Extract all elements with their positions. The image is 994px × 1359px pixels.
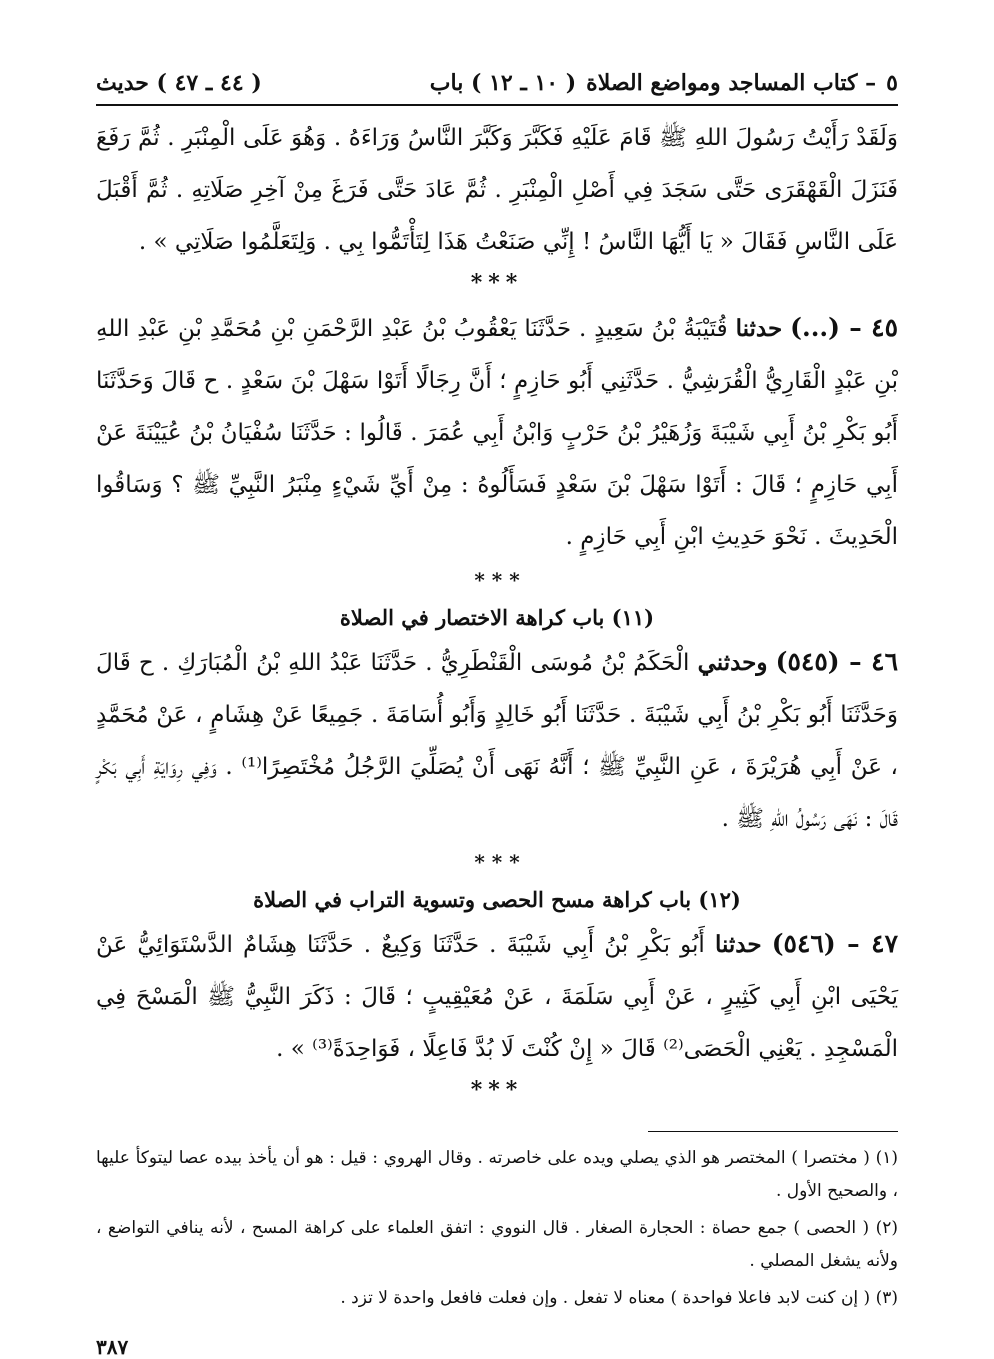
hadith-45 xyxy=(96,302,898,563)
hadith-46-number: ٤٦ – (٥٤٥) xyxy=(775,647,899,676)
chapter-11-heading: (١١) باب كراهة الاختصار في الصلاة xyxy=(339,605,655,630)
hadith-47-text: أَبُو بَكْرِ بْنُ أَبِي شَيْبَةَ . حَدَّثَنَا وَكِيعٌ . حَدَّثَنَا هِشَامٌ الدَّسْتَوَائِيُّ عَنْ يَحْيَى ابْنِ أَبِي كَثِيرٍ ، عَنْ أَبِي سَلَمَةَ ، عَنْ مُعَيْقِيبٍ ؛ قَالَ : ذَكَرَ النَّبِيُّ ﷺ الْمَسْحَ فِي الْمَسْجِدِ . يَعْنِي الْحَصَى⁽²⁾ قَالَ « إِنْ كُنْتَ لَا بُدَّ فَاعِلًا ، فَوَاحِدَةً⁽³⁾ » . xyxy=(96,932,898,1062)
page-number: ٣٨٧ xyxy=(96,1335,129,1359)
separator-stars: * * * xyxy=(474,568,520,592)
running-head xyxy=(96,70,898,106)
running-head-book xyxy=(430,70,898,96)
hadith-range: ( ٤٤ ـ ٤٧ ) حديث xyxy=(96,70,262,96)
hadith-45-number: ٤٥ – (...) xyxy=(790,313,898,342)
hadith-45-opening: حدثنا xyxy=(735,315,783,342)
hadith-46-text: الْحَكَمُ بْنُ مُوسَى الْقَنْطَرِيُّ . حَدَّثَنَا عَبْدُ اللهِ بْنُ الْمُبَارَكِ . ح قَالَ وَحَدَّثَنَا أَبُو بَكْرِ بْنُ أَبِي شَيْبَةَ . حَدَّثَنَا أَبُو خَالِدٍ وَأَبُو أُسَامَةَ . جَمِيعًا عَنْ هِشَامٍ ، عَنْ مُحَمَّدٍ ، عَنْ أَبِي هُرَيْرَةَ ، عَنِ النَّبِيِّ ﷺ ؛ أَنَّهُ نَهَى أَنْ يُصَلِّيَ الرَّجُلُ مُخْتَصِرًا⁽¹⁾ . وَفِي رِوَايَةِ أَبِي بَكْرٍ قَالَ : نَهَى رَسُولُ اللهِ ﷺ . xyxy=(96,650,898,832)
footnote-1: (١) ( مختصرا ) المختصر هو الذي يصلي ويده على خاصرته . وقال الهروي : قيل : هو أن يأخذ بيده عصا ليتوكأ عليها ، والصحيح الأول . xyxy=(96,1148,898,1201)
bab-range: ( ١٠ ـ ١٢ ) باب xyxy=(429,70,577,96)
separator-stars: * * * xyxy=(474,850,520,874)
hadith-47 xyxy=(96,918,898,1075)
hadith-47-opening: حدثنا xyxy=(714,931,762,958)
hadith-44-continuation: وَلَقَدْ رَأَيْتُ رَسُولَ اللهِ ﷺ قَامَ عَلَيْهِ فَكَبَّرَ وَكَبَّرَ النَّاسُ وَرَاءَهُ . وَهُوَ عَلَى الْمِنْبَرِ . ثُمَّ رَفَعَ فَنَزَلَ الْقَهْقَرَى حَتَّى سَجَدَ فِي أَصْلِ الْمِنْبَرِ . ثُمَّ عَادَ حَتَّى فَرَغَ مِنْ آخِرِ صَلَاتِهِ . ثُمَّ أَقْبَلَ عَلَى النَّاسِ فَقَالَ « يَا أَيُّهَا النَّاسُ ! إِنِّي صَنَعْتُ هَذَا لِتَأْتَمُّوا بِي . وَلِتَعَلَّمُوا صَلَاتِي » . xyxy=(96,125,898,255)
separator-stars: *** xyxy=(470,270,524,296)
footnote-rule xyxy=(648,1131,898,1132)
running-head-hadith xyxy=(96,70,262,96)
chapter-12-heading: (١٢) باب كراهة مسح الحصى وتسوية التراب في الصلاة xyxy=(253,887,741,912)
book-number: ٥ xyxy=(886,70,898,96)
hadith-46 xyxy=(96,636,898,845)
hadith-47-number: ٤٧ – (٥٤٦) xyxy=(771,929,899,958)
footnote-2: (٢) ( الحصى ) جمع حصاة : الحجارة الصغار . قال النووي : اتفق العلماء على كراهة المسح ، لأنه ينافي التواضع ، ولأنه يشغل المصلي . xyxy=(96,1218,898,1271)
hadith-45-text: قُتَيْبَةُ بْنُ سَعِيدٍ . حَدَّثَنَا يَعْقُوبُ بْنُ عَبْدِ الرَّحْمَنِ بْنِ مُحَمَّدِ بْنِ عَبْدِ اللهِ بْنِ عَبْدٍ الْقَارِيُّ الْقُرَشِيُّ . حَدَّثَنِي أَبُو حَازِمٍ ؛ أَنَّ رِجَالًا أَتَوْا سَهْلَ بْنَ سَعْدٍ . ح قَالَ وَحَدَّثَنَا أَبُو بَكْرِ بْنُ أَبِي شَيْبَةَ وَزُهَيْرُ بْنُ حَرْبٍ وَابْنُ أَبِي عُمَرَ . قَالُوا : حَدَّثَنَا سُفْيَانُ بْنُ عُيَيْنَةَ عَنْ أَبِي حَازِمٍ ؛ قَالَ : أَتَوْا سَهْلَ بْنَ سَعْدٍ فَسَأَلُوهُ : مِنْ أَيِّ شَيْءٍ مِنْبَرُ النَّبِيِّ ﷺ ؟ وَسَاقُوا الْحَدِيثَ . نَحْوَ حَدِيثِ ابْنِ أَبِي حَازِمٍ . xyxy=(96,316,898,550)
footnote-3: (٣) ( إن كنت لابد فاعلا فواحدة ) معناه لا تفعل . وإن فعلت فافعل واحدة لا تزد . xyxy=(340,1288,898,1308)
book-title: – كتاب المساجد ومواضع الصلاة xyxy=(586,70,877,96)
hadith-46-opening: وحدثني xyxy=(697,649,768,676)
separator-stars: *** xyxy=(470,1077,524,1103)
